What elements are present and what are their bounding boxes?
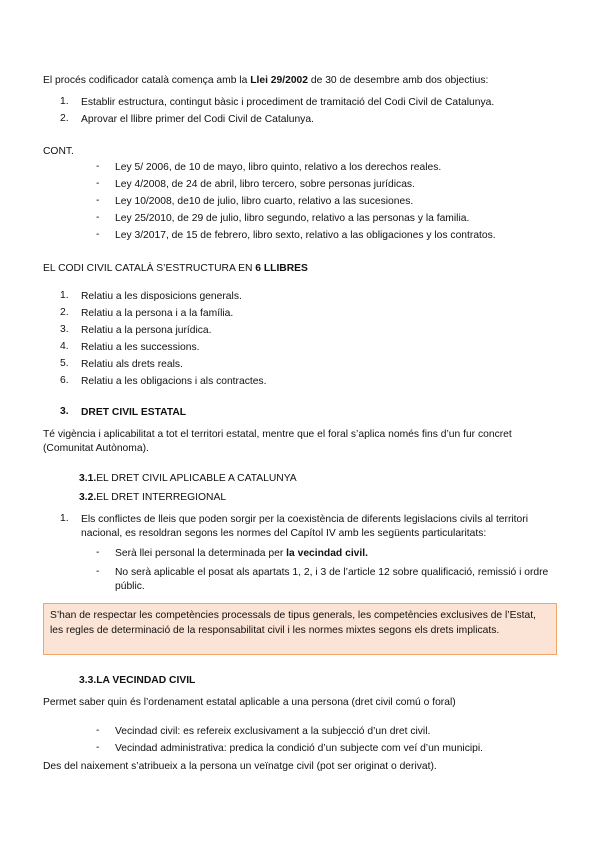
subsection-heading [79,674,195,688]
book-number: 3. [60,324,69,335]
book-number: 4. [60,341,69,352]
conflict-point-emphasis: la vecindad civil. [286,548,368,559]
subsection-heading [79,491,226,505]
intro-paragraph [43,74,488,88]
dash-bullet: - [96,566,100,577]
dash-bullet: - [96,195,100,206]
callout-text: S’han de respectar les competències processals de tipus generals, les competències exclusives de l’Estat, les regles de determinació de la responsabilitat civil i les normes mixtes segons els drets implicats. [50,610,536,636]
dash-bullet: - [96,212,100,223]
section-paragraph: Té vigència i aplicabilitat a tot el territori estatal, mentre que el foral s’aplica només fins d’un fur concret (Comunitat Autònoma). [43,429,512,454]
structure-heading-count: 6 LLIBRES [255,263,308,274]
dash-bullet: - [96,229,100,240]
vecindad-point: Vecindad administrativa: predica la condició d’un subjecte com veí d’un municipi. [115,743,484,754]
book-item: Relatiu a la persona jurídica. [81,325,212,336]
book-item: Relatiu a les disposicions generals. [81,291,242,302]
conflict-point-text: Serà llei personal la determinada per [115,548,287,559]
structure-heading [43,262,308,276]
intro-text: El procés codificador català comença amb la [43,75,251,86]
subsection-title: EL DRET CIVIL APLICABLE A CATALUNYA [96,473,297,484]
dash-bullet: - [96,742,100,753]
cont-label: CONT. [43,146,74,157]
book-number: 2. [60,307,69,318]
intro-law-ref: Llei 29/2002 [250,75,309,86]
law-item: Ley 25/2010, de 29 de julio, libro segundo, relativo a las personas y la familia. [115,213,470,224]
section-number: 3. [60,406,69,417]
objective-item: Aprovar el llibre primer del Codi Civil de Catalunya. [81,114,314,125]
law-item: Ley 5/ 2006, de 10 de mayo, libro quinto, relativo a los derechos reales. [115,162,442,173]
book-number: 1. [60,290,69,301]
subsection-number: 3.3. [79,675,97,686]
dash-bullet: - [96,161,100,172]
objective-item: Establir estructura, contingut bàsic i procediment de tramitació del Codi Civil de Catalunya. [81,97,495,108]
book-item: Relatiu als drets reals. [81,359,183,370]
conflict-point: No serà aplicable el posat als apartats 1, 2, i 3 de l’article 12 sobre qualificació, remissió i ordre públic. [115,567,549,592]
book-item: Relatiu a les successions. [81,342,200,353]
conflict-number: 1. [60,513,69,524]
subsection-title: LA VECINDAD CIVIL [96,675,196,686]
objective-number: 1. [60,96,69,107]
conflict-item: Els conflictes de lleis que poden sorgir per la coexistència de diferents legislacions civils al territori nacional, es resoldran segons les normes del Capítol IV amb les següents particularitats: [81,514,528,539]
subsection-number: 3.1. [79,473,97,484]
objective-number: 2. [60,113,69,124]
dash-bullet: - [96,178,100,189]
callout-box [43,603,557,655]
dash-bullet: - [96,547,100,558]
structure-heading-text: EL CODI CIVIL CATALÀ S’ESTRUCTURA EN [43,263,256,274]
vecindad-paragraph: Permet saber quin és l’ordenament estatal aplicable a una persona (dret civil comú o foral) [43,697,456,708]
subsection-heading [79,472,297,486]
book-number: 6. [60,375,69,386]
intro-text-end: de 30 de desembre amb dos objectius: [308,75,489,86]
book-item: Relatiu a les obligacions i als contractes. [81,376,267,387]
section-title: DRET CIVIL ESTATAL [81,407,187,418]
conflict-point [115,547,368,561]
law-item: Ley 4/2008, de 24 de abril, libro tercero, sobre personas jurídicas. [115,179,415,190]
law-item: Ley 10/2008, de10 de julio, libro cuarto, relativo a las sucesiones. [115,196,414,207]
closing-paragraph: Des del naixement s’atribueix a la persona un veïnatge civil (pot ser originat o derivat). [43,761,437,772]
law-item: Ley 3/2017, de 15 de febrero, libro sexto, relativo a las obligaciones y los contratos. [115,230,496,241]
subsection-number: 3.2. [79,492,97,503]
subsection-title: EL DRET INTERREGIONAL [96,492,227,503]
vecindad-point: Vecindad civil: es refereix exclusivament a la subjecció d’un dret civil. [115,726,431,737]
book-item: Relatiu a la persona i a la família. [81,308,234,319]
book-number: 5. [60,358,69,369]
dash-bullet: - [96,725,100,736]
